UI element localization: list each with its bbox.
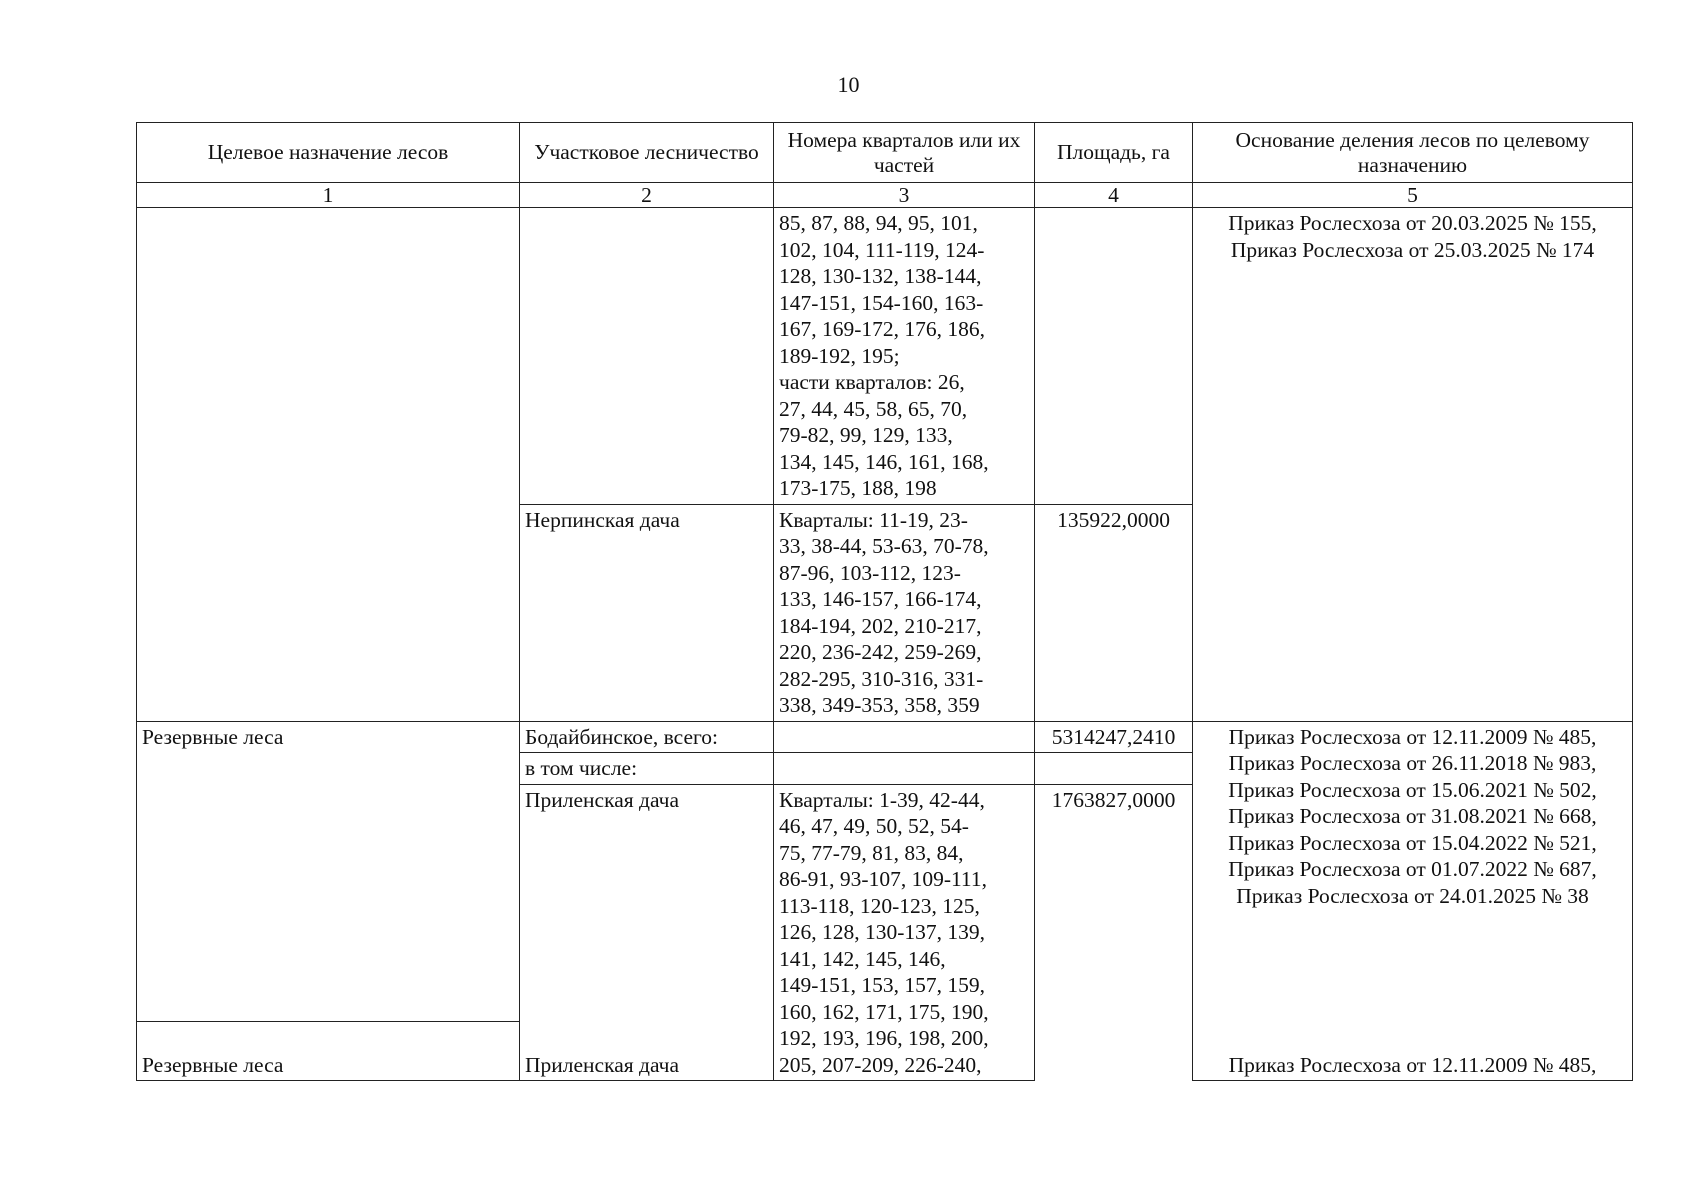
header-basis: Основание деления лесов по целевому назначению [1193,123,1633,183]
purpose-cell-empty [137,208,520,722]
area-cell-empty [1035,208,1193,505]
header-row [137,123,1633,183]
quarters-cell: Кварталы: 11-19, 23- 33, 38-44, 53-63, 70-78, 87-96, 103-112, 123- 133, 146-157, 166-174, 184-194, 202, 210-217, 220, 236-242, 259-269, 282-295, 310-316, 331- 338, 349-353, 358, 359 [774,504,1035,721]
quarters-cell-empty [774,753,1035,785]
header-quarters: Номера кварталов или их частей [774,123,1035,183]
area-cell: 1763827,0000 [1035,784,1193,1081]
column-number: 3 [774,183,1035,208]
forestry-total-cell: Бодайбинское, всего: [520,721,774,753]
forest-purpose-table [136,122,1633,1081]
header-forestry: Участковое лесничество [520,123,774,183]
forestry-cell: Приленская дача [520,784,774,1022]
table-row [137,721,1633,753]
basis-cell: Приказ Рослесхоза от 12.11.2009 № 485, Приказ Рослесхоза от 26.11.2018 № 983, Приказ Рослесхоза от 15.06.2021 № 502, Приказ Рослесхоза от 31.08.2021 № 668, Приказ Рослесхоза от 15.04.2022 № 521, Приказ Рослесхоза от 01.07.2022 № 687, Приказ Рослесхоза от 24.01.2025 № 38 [1193,721,1633,1022]
column-number: 1 [137,183,520,208]
basis-repeat-cell: Приказ Рослесхоза от 12.11.2009 № 485, [1193,1022,1633,1081]
purpose-cell: Резервные леса [137,721,520,1022]
header-area: Площадь, га [1035,123,1193,183]
column-number-row [137,183,1633,208]
column-number: 2 [520,183,774,208]
area-cell-empty [1035,753,1193,785]
forestry-cell-empty [520,208,774,505]
area-total-cell: 5314247,2410 [1035,721,1193,753]
quarters-cell: 85, 87, 88, 94, 95, 101, 102, 104, 111-119, 124- 128, 130-132, 138-144, 147-151, 154-160, 163- 167, 169-172, 176, 186, 189-192, 195; части кварталов: 26, 27, 44, 45, 58, 65, 70, 79-82, 99, 129, 133, 134, 145, 146, 161, 168, 173-175, 188, 198 [774,208,1035,505]
column-number: 5 [1193,183,1633,208]
quarters-cell: Кварталы: 1-39, 42-44, 46, 47, 49, 50, 52, 54- 75, 77-79, 81, 83, 84, 86-91, 93-107, 109-111, 113-118, 120-123, 125, 126, 128, 130-137, 139, 141, 142, 145, 146, 149-151, 153, 157, 159, 160, 162, 171, 175, 190, 192, 193, 196, 198, 200, 205, 207-209, 226-240, [774,784,1035,1081]
area-cell: 135922,0000 [1035,504,1193,721]
forestry-subheading-cell: в том числе: [520,753,774,785]
forestry-repeat-cell: Приленская дача [520,1022,774,1081]
purpose-repeat-cell: Резервные леса [137,1022,520,1081]
table-row [137,208,1633,505]
page-number: 10 [837,72,860,97]
forestry-cell: Нерпинская дача [520,504,774,721]
quarters-cell-empty [774,721,1035,753]
basis-cell: Приказ Рослесхоза от 20.03.2025 № 155, Приказ Рослесхоза от 25.03.2025 № 174 [1193,208,1633,722]
column-number: 4 [1035,183,1193,208]
header-purpose: Целевое назначение лесов [137,123,520,183]
